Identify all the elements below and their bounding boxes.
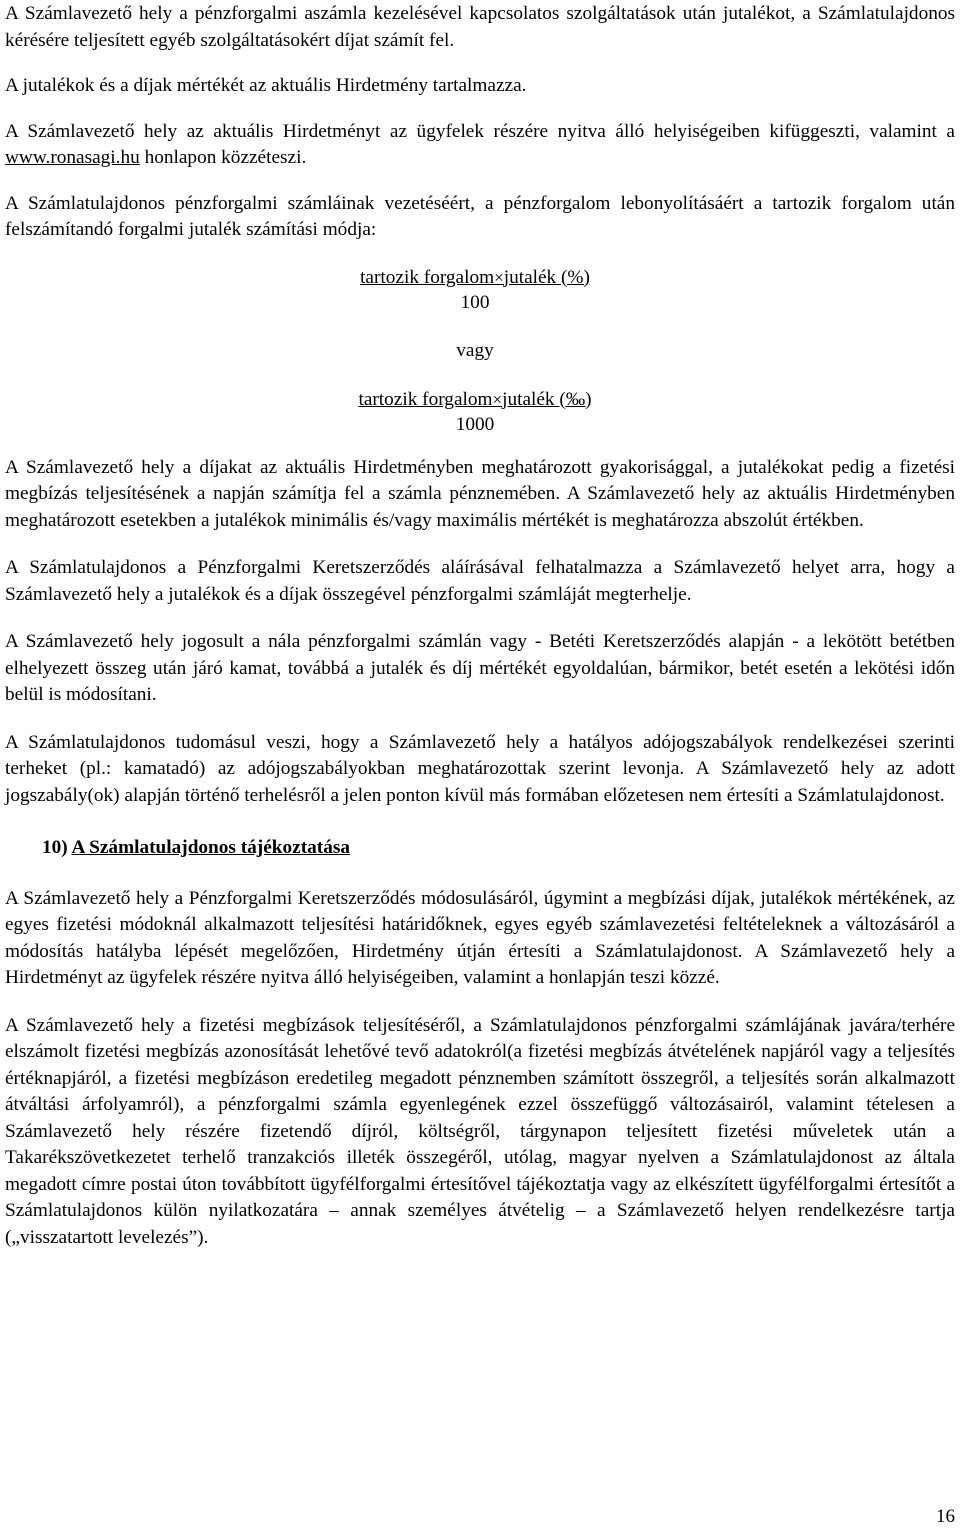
multiply-icon: × — [492, 389, 503, 409]
section-title: A Számlatulajdonos tájékoztatása — [71, 837, 350, 858]
paragraph-fees-commissions: A Számlavezető hely a pénzforgalmi aszámla kezelésével kapcsolatos szolgáltatások után jutalékot, a Számlatulajdonos kérésére teljesített egyéb szolgáltatásokért díjat számít fel. — [5, 3, 955, 51]
paragraph-commission-calculation: A Számlatulajdonos pénzforgalmi számláinak vezetéséért, a pénzforgalom lebonyolításáért a tartozik forgalom után felszámítandó forgalmi jutalék számítási módja: — [5, 192, 955, 240]
formula-or: vagy — [456, 339, 494, 361]
formula-numerator-permille: tartozik forgalom×jutalék (‰) — [358, 388, 592, 410]
paragraph-authorization: A Számlatulajdonos a Pénzforgalmi Keretszerződés aláírásával felhatalmazza a Számlavezető helyet arra, hogy a Számlavezető hely a jutalékok és a díjak összegével pénzforgalmi számláját megterhelje. — [5, 557, 955, 605]
paragraph-payment-information: A Számlavezető hely a fizetési megbízások teljesítéséről, a Számlatulajdonos pénzforgalmi számlájának javára/terhére elszámolt fizetési megbízás azonosítását lehetővé tevő adatokról(a fizetési megbízás átvételének napjáról vagy a teljesítés értéknapjáról, a fizetési megbízáson eredetileg megadott pénznemben számított összegről, a teljesítés során alkalmazott átváltási árfolyamról), a pénzforgalmi számla egyenlegének ezzel összefüggő változásairól, valamint tételesen a Számlavezető hely részére fizetendő díjról, költségről, tárgynapon teljesített fizetési műveletek után a Takarékszövetkezetet terhelő tranzakciós illeték összegéről, utólag, magyar nyelven a Számlatulajdonost az általa megadott címre postai úton továbbított ügyfélforgalmi értesítővel tájékoztatja vagy az elkészített ügyfélforgalmi értesítőt a Számlatulajdonos külön nyilatkozatára – annak személyes átvételig – a Számlavezető helyen rendelkezésre tartja („visszatartott levelezés”). — [5, 1014, 955, 1248]
formula-denominator-permille: 1000 — [455, 413, 495, 435]
section-heading — [42, 835, 955, 862]
page-number: 16 — [936, 1505, 955, 1527]
paragraph-announcement-contains: A jutalékok és a díjak mértékét az aktuális Hirdetmény tartalmazza. — [5, 75, 527, 96]
paragraph-tax-deduction: A Számlatulajdonos tudomásul veszi, hogy a Számlavezető hely a hatályos adójogszabályok rendelkezései szerinti terheket (pl.: kamatadó) az adójogszabályokban meghatározottak szerint levonja. A Számlavezető hely az adott jogszabály(ok) alapján történő terhelésről a jelen ponton kívül más formában előzetesen nem értesíti a Számlatulajdonost. — [5, 731, 955, 806]
formula-denominator-percent: 100 — [460, 291, 490, 313]
paragraph-text: A Számlavezető hely az aktuális Hirdetményt az ügyfelek részére nyitva álló helyiségeiben kifüggeszti, valamint a — [5, 120, 955, 142]
paragraph-contract-modification: A Számlavezető hely a Pénzforgalmi Keretszerződés módosulásáról, úgymint a megbízási díjak, jutalékok mértékének, az egyes fizetési módoknál alkalmazott teljesítési határidőknek, egyes egyéb számlavezetési feltételeknek a változásáról a módosítás hatályba lépését megelőzően, Hirdetmény útján értesíti a Számlatulajdonost. A Számlavezető hely a Hirdetményt az ügyfelek részére nyitva álló helyiségeiben, valamint a honlapján teszi közzé. — [5, 887, 955, 988]
website-link[interactable]: www.ronasagi.hu — [5, 147, 140, 168]
paragraph-text: honlapon közzéteszi. — [139, 147, 307, 168]
formula-numerator-percent: tartozik forgalom×jutalék (%) — [360, 266, 590, 288]
section-number: 10) — [42, 837, 68, 858]
commission-formula — [0, 265, 960, 437]
paragraph-unilateral-change: A Számlavezető hely jogosult a nála pénzforgalmi számlán vagy - Betéti Keretszerződés alapján - a lekötött betétben elhelyezett összeg után járó kamat, továbbá a jutalék és díj mértékét egyoldalúan, bármikor, betét esetén a lekötési időn belül is módosítani. — [5, 631, 955, 705]
page-content — [5, 1, 955, 1272]
paragraph-fee-timing: A Számlavezető hely a díjakat az aktuális Hirdetményben meghatározott gyakorisággal, a jutalékokat pedig a fizetési megbízás teljesítésének a napján számítja fel a számla pénznemében. A Számlavezető hely az aktuális Hirdetményben meghatározott esetekben a jutalékok minimális és/vagy maximális mértékét is meghatározza abszolút értékben. — [5, 456, 955, 531]
paragraph-announcement-publish — [5, 119, 955, 172]
multiply-icon: × — [494, 267, 504, 287]
